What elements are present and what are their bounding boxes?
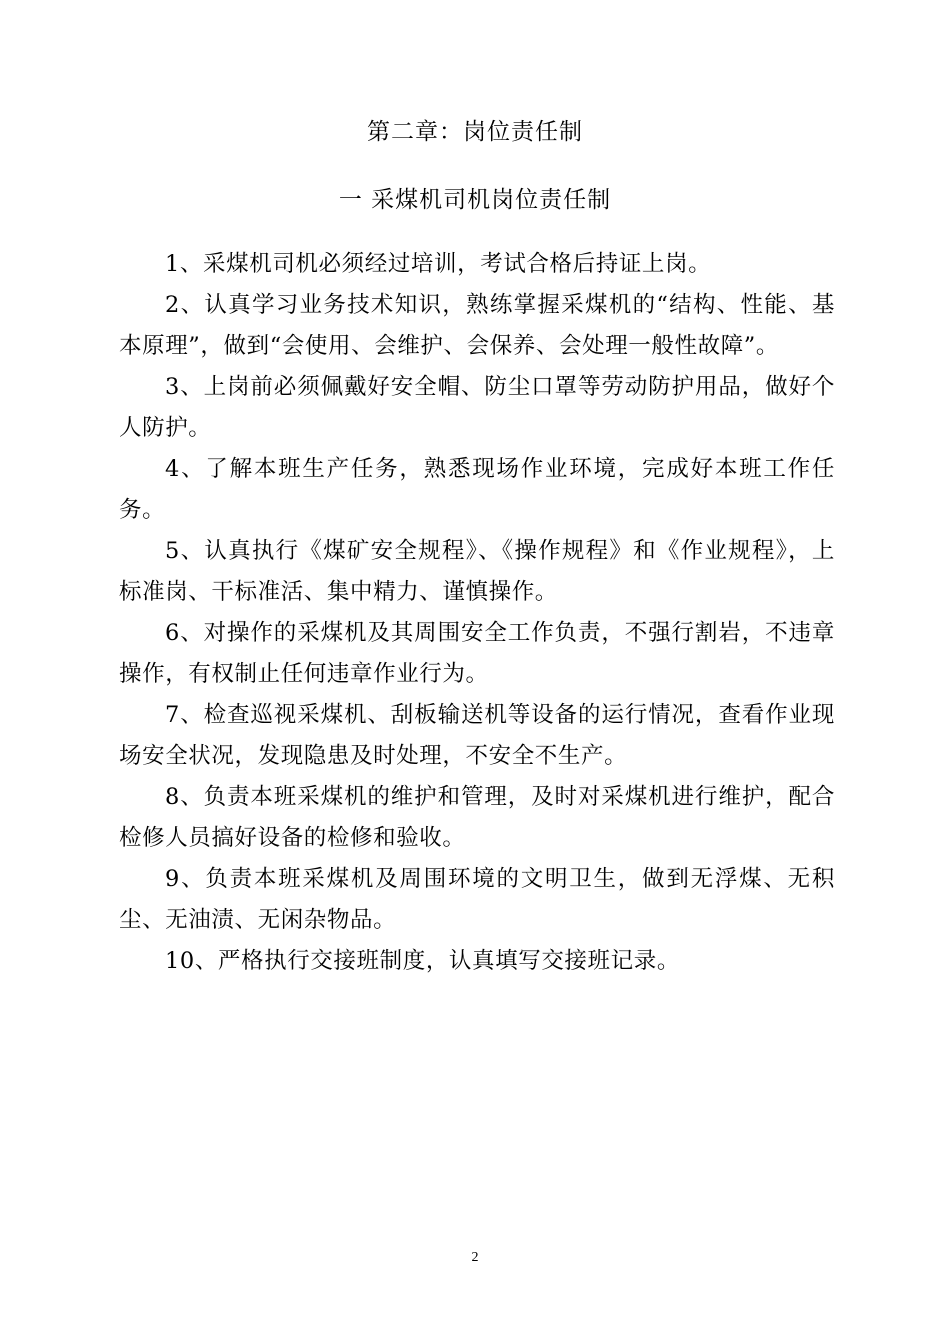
list-item: 1、采煤机司机必须经过培训，考试合格后持证上岗。 [165, 251, 712, 277]
list-item: 2、认真学习业务技术知识，熟练掌握采煤机的“结构、性能、基本原理”，做到“会使用、会维护、会保养、会处理一般性故障”。 [119, 292, 835, 359]
section-title: 一 采煤机司机岗位责任制 [338, 187, 612, 213]
list-item: 3、上岗前必须佩戴好安全帽、防尘口罩等劳动防护用品，做好个人防护。 [119, 374, 835, 441]
chapter-title: 第二章：岗位责任制 [367, 119, 583, 145]
list-item: 6、对操作的采煤机及其周围安全工作负责，不强行割岩，不违章操作，有权制止任何违章作业行为。 [119, 620, 835, 687]
page-number: 2 [471, 1250, 479, 1265]
list-item: 8、负责本班采煤机的维护和管理，及时对采煤机进行维护，配合检修人员搞好设备的检修和验收。 [119, 784, 835, 851]
list-item: 10、严格执行交接班制度，认真填写交接班记录。 [165, 948, 680, 974]
list-item: 9、负责本班采煤机及周围环境的文明卫生，做到无浮煤、无积尘、无油渍、无闲杂物品。 [119, 866, 835, 933]
responsibility-list [119, 244, 835, 982]
list-item: 7、检查巡视采煤机、刮板输送机等设备的运行情况，查看作业现场安全状况，发现隐患及时处理，不安全不生产。 [119, 702, 835, 769]
list-item: 4、了解本班生产任务，熟悉现场作业环境，完成好本班工作任务。 [119, 456, 835, 523]
list-item: 5、认真执行《煤矿安全规程》、《操作规程》和《作业规程》，上标准岗、干标准活、集中精力、谨慎操作。 [119, 538, 835, 605]
